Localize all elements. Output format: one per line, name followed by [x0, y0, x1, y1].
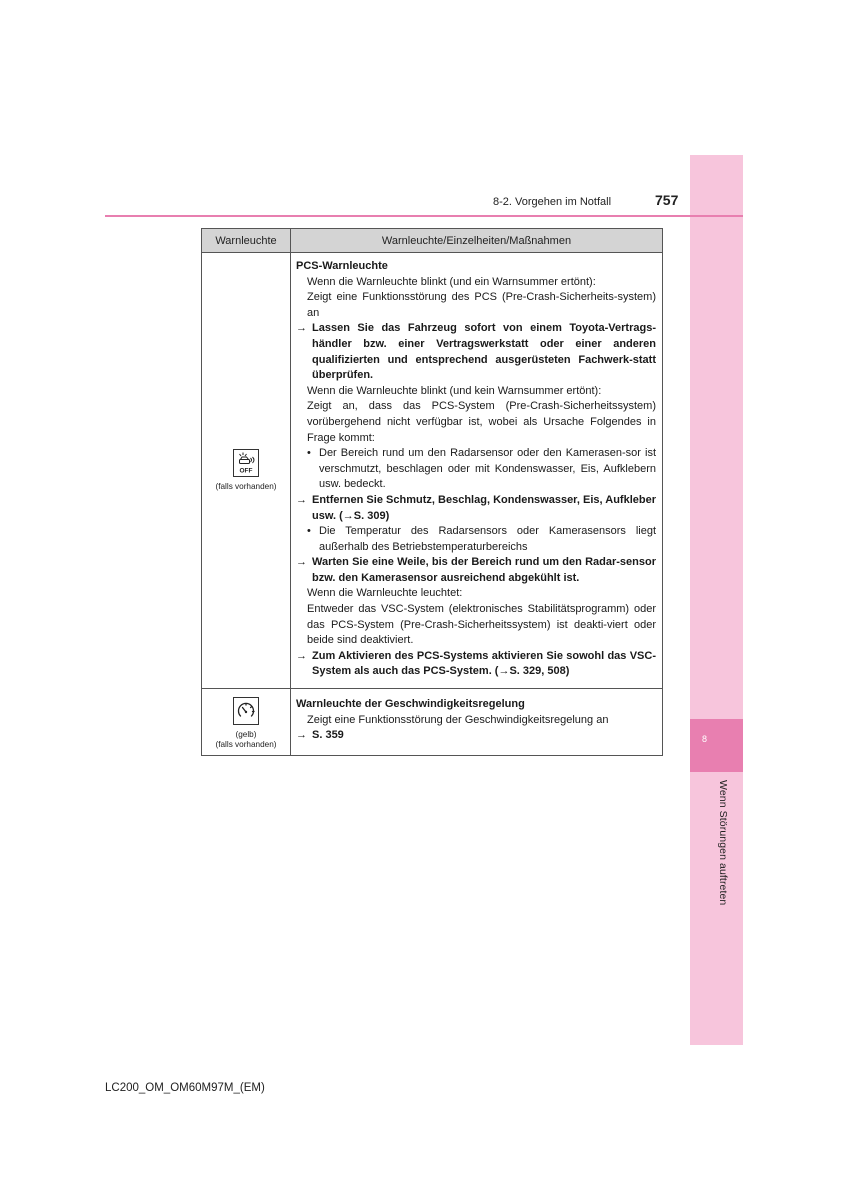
bullet-item: • Der Bereich rund um den Radarsensor oder den Kamerasen-sor ist verschmutzt, beschlagen oder mit Kondenswasser, Eis, Aufklebern usw. bedeckt. — [296, 446, 656, 493]
description-text: Zeigt eine Funktionsstörung des PCS (Pre-Crash-Sicherheits-system) an — [307, 291, 656, 319]
warning-title: PCS-Warnleuchte — [296, 260, 388, 272]
icon-caption: (gelb) (falls vorhanden) — [215, 730, 277, 749]
chapter-title: Wenn Störungen auftreten — [717, 780, 729, 906]
condition-text: Wenn die Warnleuchte blinkt (und kein Warnsummer ertönt): — [307, 384, 602, 397]
speedometer-warning-icon — [233, 697, 259, 725]
arrow-icon: → — [296, 729, 307, 742]
section-title: 8-2. Vorgehen im Notfall — [493, 196, 612, 208]
table-header-row — [202, 229, 663, 253]
svg-text:OFF: OFF — [239, 467, 253, 475]
arrow-icon: → — [296, 322, 307, 335]
icon-cell — [202, 689, 291, 756]
bullet-item: • Die Temperatur des Radarsensors oder Kamerasensors liegt außerhalb des Betriebstemperaturbereichs — [296, 524, 656, 555]
pcs-off-warning-icon — [233, 449, 259, 477]
bullet-icon: • — [307, 447, 311, 460]
icon-caption: (falls vorhanden) — [215, 482, 277, 492]
action-item: → S. 359 — [296, 728, 656, 744]
arrow-icon: → — [296, 493, 307, 506]
action-item: → Entfernen Sie Schmutz, Beschlag, Kondenswasser, Eis, Aufkleber usw. (→S. 309) — [296, 493, 656, 524]
chapter-side-tab — [690, 155, 743, 1045]
action-item: → Lassen Sie das Fahrzeug sofort von einem Toyota-Vertrags-händler bzw. einer Vertragswerkstatt oder einer anderen qualifizierten und entsprechend ausgerüsteten Fachwerk-statt überprüfen. — [296, 321, 656, 383]
warning-title: Warnleuchte der Geschwindigkeitsregelung — [296, 698, 525, 711]
bullet-icon: • — [307, 525, 311, 538]
document-code: LC200_OM_OM60M97M_(EM) — [105, 1082, 265, 1094]
column-header-details: Warnleuchte/Einzelheiten/Maßnahmen — [291, 229, 663, 253]
page-number: 757 — [655, 192, 679, 208]
action-item: → Zum Aktivieren des PCS-Systems aktivieren Sie sowohl das VSC-System als auch das PCS-System. (→S. 329, 508) — [296, 649, 656, 680]
action-item: → Warten Sie eine Weile, bis der Bereich rund um den Radar-sensor bzw. den Kamerasensor ausreichend abgekühlt ist. — [296, 555, 656, 586]
header-rule — [105, 215, 743, 217]
chapter-number-tab[interactable] — [690, 719, 743, 772]
icon-cell — [202, 253, 291, 689]
table-row — [202, 253, 663, 689]
description-text: Zeigt an, dass das PCS-System (Pre-Crash-Sicherheitssystem) vorübergehend nicht verfügbar ist, wobei als Ursache Folgendes in Frage kommt: — [307, 400, 656, 444]
column-header-warnleuchte: Warnleuchte — [202, 229, 291, 253]
description-text: Entweder das VSC-System (elektronisches Stabilitätsprogramm) oder das PCS-System (Pre-Crash-Sicherheitssystem) ist deakti-viert oder beide sind deaktiviert. — [307, 603, 656, 647]
chapter-number: 8 — [702, 734, 708, 744]
warning-light-table — [201, 228, 663, 756]
arrow-icon: → — [296, 556, 307, 569]
table-row — [202, 689, 663, 756]
condition-text: Wenn die Warnleuchte leuchtet: — [307, 587, 463, 600]
condition-text: Wenn die Warnleuchte blinkt (und ein Warnsummer ertönt): — [307, 275, 596, 288]
description-text: Zeigt eine Funktionsstörung der Geschwindigkeitsregelung an — [307, 713, 609, 726]
arrow-icon: → — [296, 649, 307, 662]
details-cell — [291, 689, 663, 756]
details-cell — [291, 253, 663, 689]
